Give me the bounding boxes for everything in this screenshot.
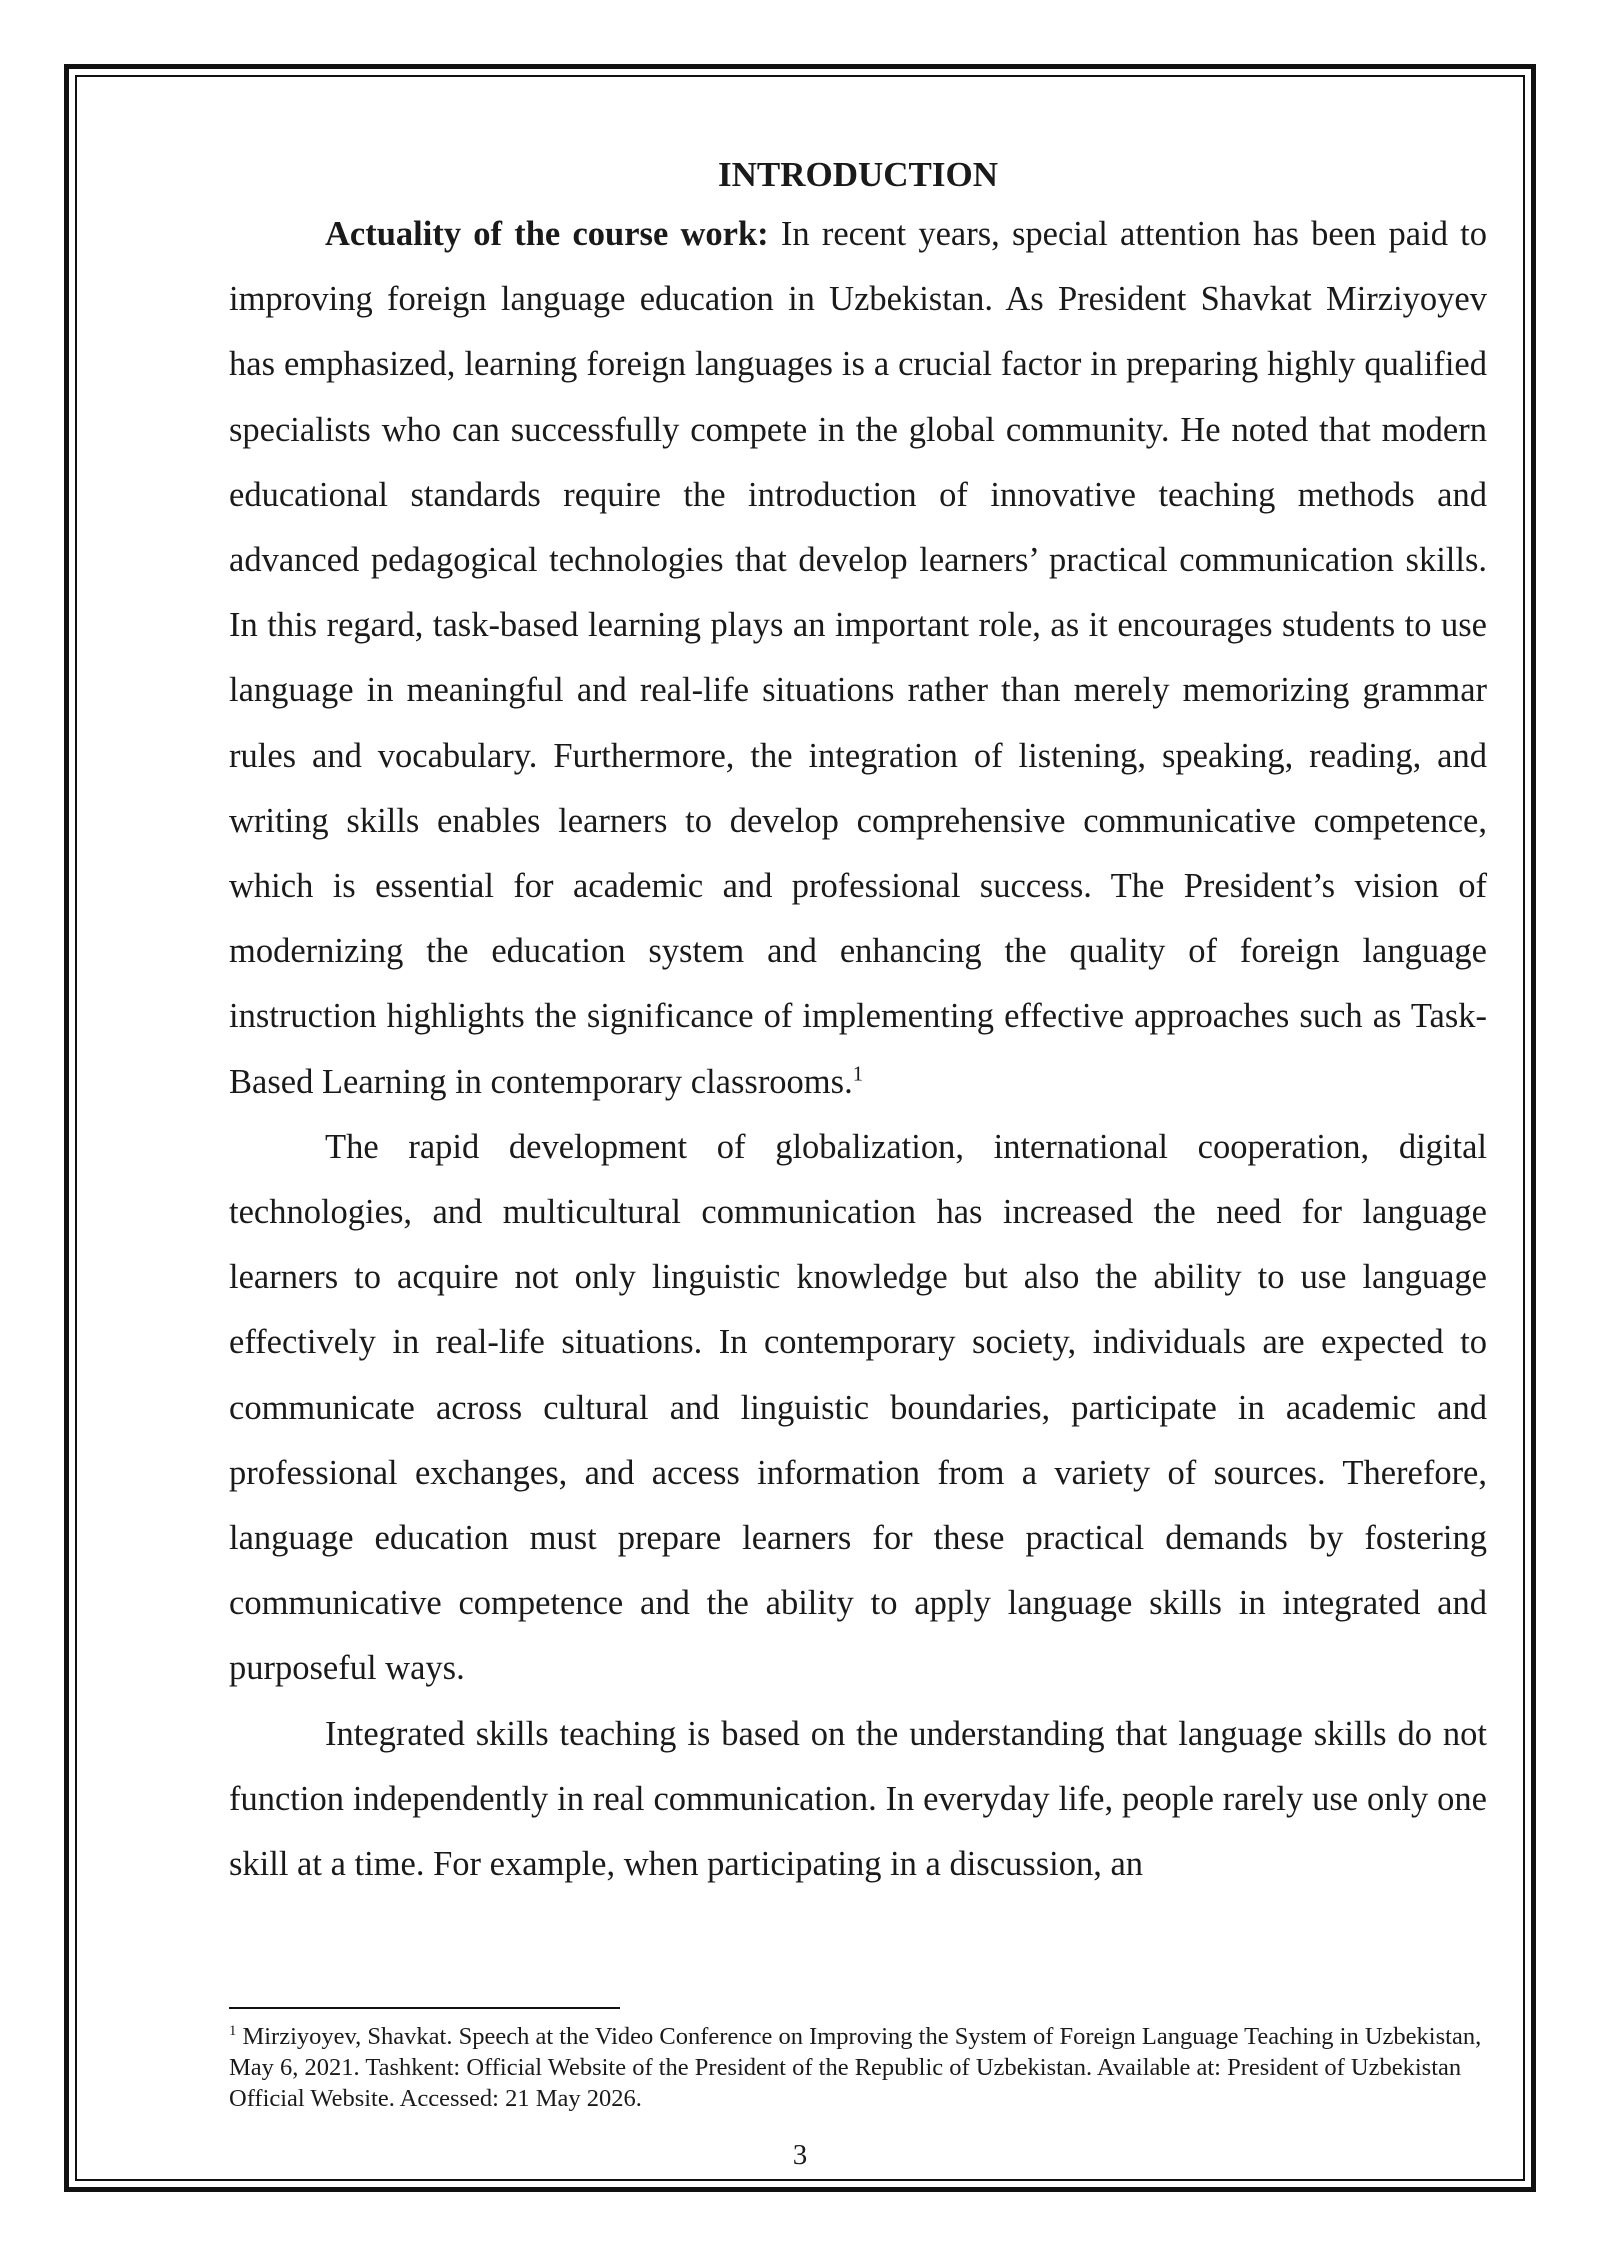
paragraph-lead-bold: Actuality of the course work: [325, 215, 769, 253]
paragraph-actuality [229, 202, 1487, 1115]
paragraph-globalization: The rapid development of globalization, international cooperation, digital technologies, and multicultural communication has increased the need for language learners to acquire not only linguistic knowledge but also the ability to use language effectively in real-life situations. In contemporary society, individuals are expected to communicate across cultural and linguistic boundaries, participate in academic and professional exchanges, and access information from a variety of sources. Therefore, language education must prepare learners for these practical demands by fostering communicative competence and the ability to apply language skills in integrated and purposeful ways. [229, 1127, 1487, 1688]
page-number: 3 [792, 2139, 808, 2171]
footnote-separator [229, 2007, 620, 2009]
page-body [229, 148, 1487, 1897]
footnote [229, 2021, 1487, 2114]
footnote-text: Mirziyoyev, Shavkat. Speech at the Video Conference on Improving the System of Foreign Language Teaching in Uzbekistan, May 6, 2021. Tashkent: Official Website of the President of the Republic of Uzbekistan. Available at: President of Uzbekistan Official Website. Accessed: 21 May 2026. [229, 2023, 1482, 2112]
footnote-reference[interactable]: 1 [852, 1063, 864, 1086]
section-heading: INTRODUCTION [717, 155, 999, 194]
paragraph-integrated-skills: Integrated skills teaching is based on the understanding that language skills do not function independently in real communication. In everyday life, people rarely use only one skill at a time. For example, when participating in a discussion, an [229, 1714, 1487, 1884]
paragraph-actuality-text: In recent years, special attention has been paid to improving foreign language education in Uzbekistan. As President Shavkat Mirziyoyev has emphasized, learning foreign languages is a crucial factor in preparing highly qualified specialists who can successfully compete in the global community. He noted that modern educational standards require the introduction of innovative teaching methods and advanced pedagogical technologies that develop learners’ practical communication skills. In this regard, task-based learning plays an important role, as it encourages students to use language in meaningful and real-life situations rather than merely memorizing grammar rules and vocabulary. Furthermore, the integration of listening, speaking, reading, and writing skills enables learners to develop comprehensive communicative competence, which is essential for academic and professional success. The President’s vision of modernizing the education system and enhancing the quality of foreign language instruction highlights the significance of implementing effective approaches such as Task-Based Learning in contemporary classrooms. [229, 215, 1488, 1101]
footnote-number: 1 [229, 2022, 237, 2039]
